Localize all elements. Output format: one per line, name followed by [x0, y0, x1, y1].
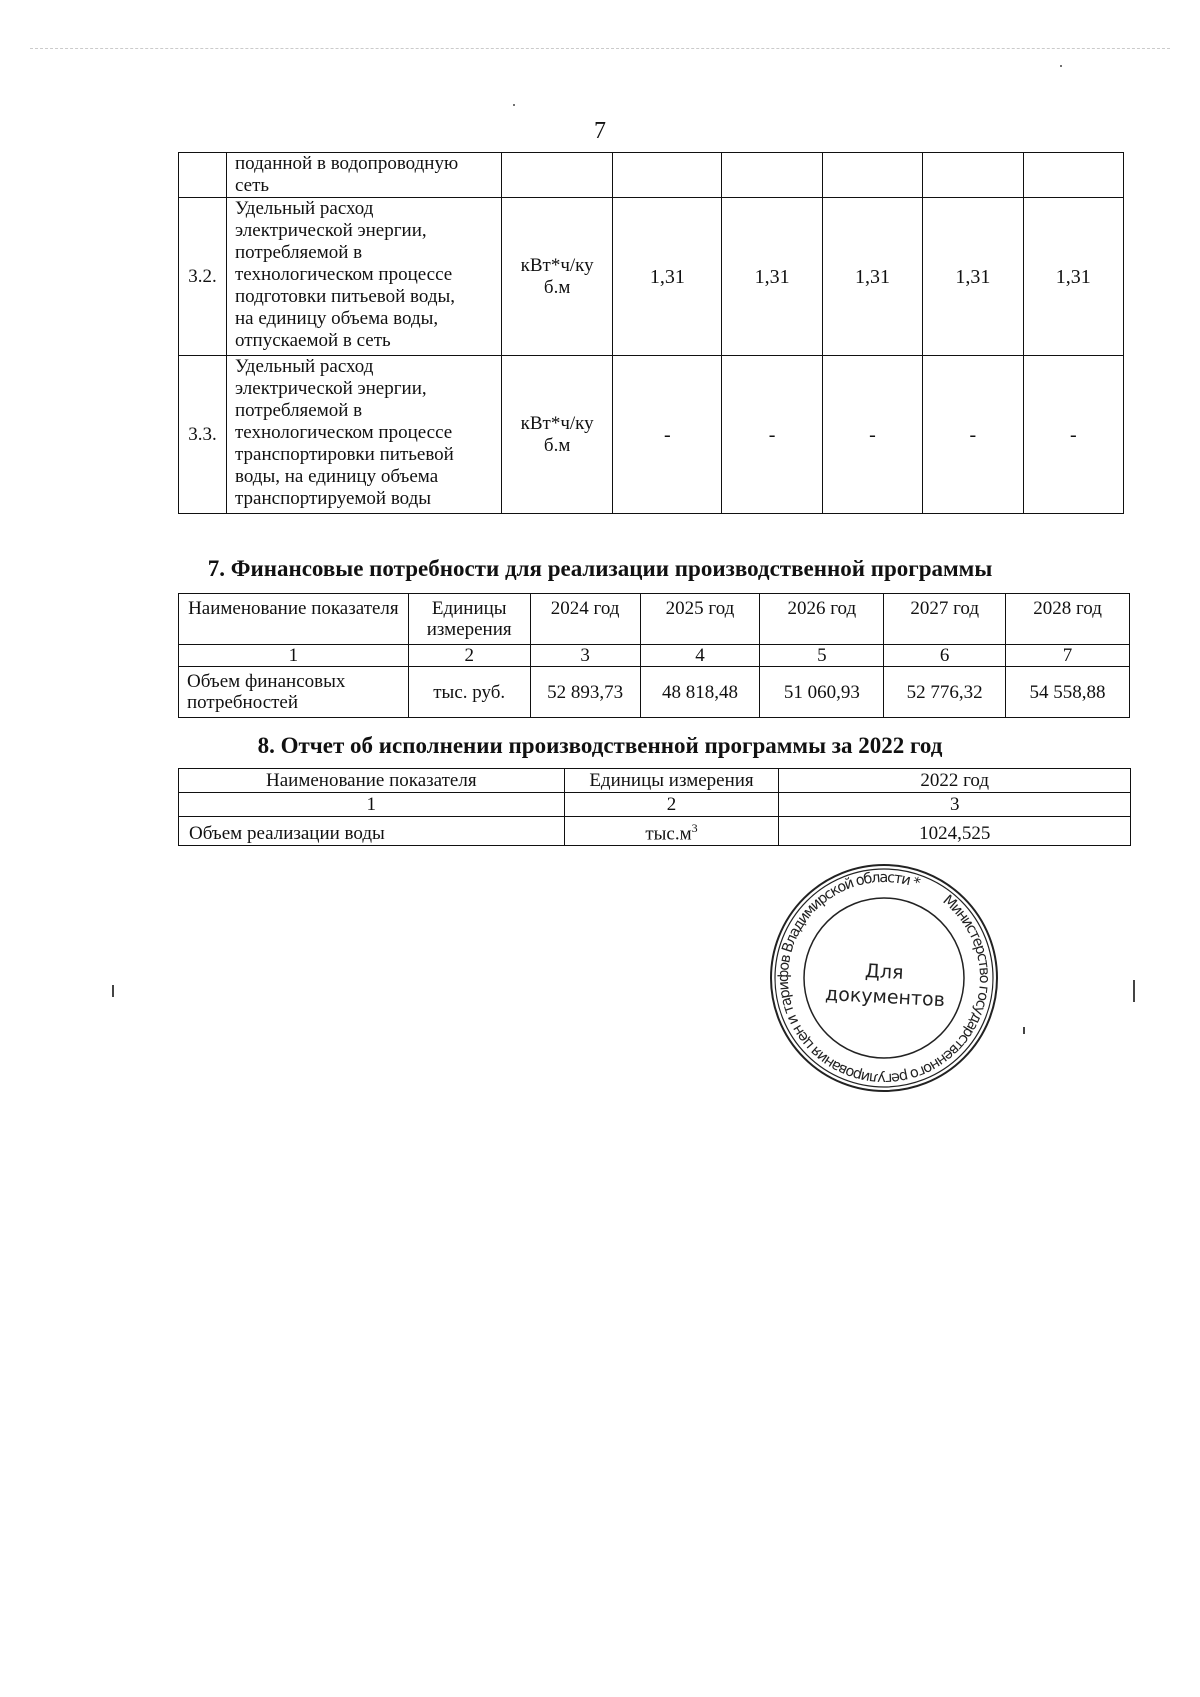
- page-number: 7: [594, 118, 606, 144]
- header-cell: 2028 год: [1006, 594, 1130, 645]
- value-cell: 1024,525: [779, 817, 1131, 846]
- unit-cell: [501, 198, 612, 356]
- description-line: Удельный расход: [235, 356, 374, 377]
- program-report-table: [178, 768, 1131, 846]
- value-cell: 54 558,88: [1006, 667, 1130, 718]
- column-number: 3: [779, 793, 1131, 817]
- header-cell: Единицы измерения: [408, 594, 530, 645]
- value-cell: -: [822, 356, 922, 514]
- description-line: технологическом процессе: [235, 422, 453, 443]
- description-line: потребляемой в: [235, 400, 363, 421]
- header-cell: Единицы измерения: [564, 769, 779, 793]
- value-cell: [722, 153, 822, 198]
- table-row: [179, 198, 1124, 356]
- column-number-row: [179, 793, 1131, 817]
- value-cell: 52 776,32: [884, 667, 1006, 718]
- column-number: 4: [640, 645, 760, 667]
- table-header-row: [179, 594, 1130, 645]
- stamp-center-line-1: Для: [864, 960, 905, 984]
- description-line: технологическом процессе: [235, 264, 453, 285]
- row-number: [179, 153, 227, 198]
- description-line: на единицу объема воды,: [235, 308, 439, 329]
- description-line: поданной в водопроводную: [235, 153, 459, 174]
- unit-cell: тыс. руб.: [408, 667, 530, 718]
- description-line: транспортировки питьевой: [235, 444, 454, 465]
- scan-edge-line: [30, 48, 1170, 49]
- table-row: [179, 356, 1124, 514]
- unit-cell: [501, 153, 612, 198]
- indicator-name: Объем реализации воды: [179, 817, 565, 846]
- table-row: [179, 817, 1131, 846]
- unit-line: кВт*ч/ку: [520, 254, 594, 276]
- stamp-star: *: [910, 874, 923, 893]
- unit-cell: [501, 356, 612, 514]
- value-cell: 1,31: [822, 198, 922, 356]
- header-cell: 2022 год: [779, 769, 1131, 793]
- column-number-row: [179, 645, 1130, 667]
- section-8-title: 8. Отчет об исполнении производственной программы за 2022 год: [257, 733, 943, 758]
- official-stamp: [768, 862, 1000, 1094]
- table-header-row: [179, 769, 1131, 793]
- unit-superscript: 3: [691, 821, 698, 835]
- column-number: 3: [530, 645, 640, 667]
- scan-speck: [112, 985, 114, 997]
- description-line: электрической энергии,: [235, 220, 427, 241]
- value-cell: -: [923, 356, 1023, 514]
- unit-cell: [564, 817, 779, 846]
- value-cell: 1,31: [1023, 198, 1123, 356]
- column-number: 2: [564, 793, 779, 817]
- header-cell: 2024 год: [530, 594, 640, 645]
- header-cell: Наименование показателя: [179, 769, 565, 793]
- description-line: электрической энергии,: [235, 378, 427, 399]
- description-line: сеть: [235, 175, 270, 196]
- description-line: транспортируемой воды: [235, 488, 432, 509]
- row-number: 3.2.: [179, 198, 227, 356]
- value-cell: -: [613, 356, 722, 514]
- value-cell: 1,31: [722, 198, 822, 356]
- unit-line: б.м: [543, 434, 571, 456]
- description-line: отпускаемой в сеть: [235, 330, 391, 351]
- header-cell: 2026 год: [760, 594, 884, 645]
- value-cell: 1,31: [613, 198, 722, 356]
- header-cell: Наименование показателя: [179, 594, 409, 645]
- section-7-title: 7. Финансовые потребности для реализации производственной программы: [207, 556, 993, 581]
- column-number: 1: [179, 645, 409, 667]
- column-number: 6: [884, 645, 1006, 667]
- value-cell: [613, 153, 722, 198]
- value-cell: 52 893,73: [530, 667, 640, 718]
- value-cell: [923, 153, 1023, 198]
- scan-speck: [1133, 980, 1135, 1002]
- scan-speck: [1060, 65, 1062, 67]
- scan-speck: [513, 104, 515, 106]
- indicator-name: Объем финансовых потребностей: [179, 667, 409, 718]
- indicator-description: [227, 198, 502, 356]
- value-cell: 1,31: [923, 198, 1023, 356]
- table-row: [179, 153, 1124, 198]
- stamp-ring-label: Министерство государственного регулирования цен и тарифов Владимирской области: [775, 869, 993, 1087]
- value-cell: -: [1023, 356, 1123, 514]
- column-number: 1: [179, 793, 565, 817]
- value-cell: [822, 153, 922, 198]
- value-cell: [1023, 153, 1123, 198]
- description-line: Удельный расход: [235, 198, 374, 219]
- unit-line: б.м: [543, 276, 571, 298]
- header-cell: 2025 год: [640, 594, 760, 645]
- stamp-center-line-2: документов: [824, 982, 946, 1012]
- value-cell: 51 060,93: [760, 667, 884, 718]
- financial-needs-table: [178, 593, 1130, 718]
- description-line: воды, на единицу объема: [235, 466, 439, 487]
- indicator-description: [227, 356, 502, 514]
- header-cell: 2027 год: [884, 594, 1006, 645]
- indicator-description: [227, 153, 502, 198]
- column-number: 5: [760, 645, 884, 667]
- column-number: 2: [408, 645, 530, 667]
- value-cell: 48 818,48: [640, 667, 760, 718]
- table-row: [179, 667, 1130, 718]
- description-line: подготовки питьевой воды,: [235, 286, 456, 307]
- value-cell: -: [722, 356, 822, 514]
- description-line: потребляемой в: [235, 242, 363, 263]
- unit-text: тыс.м: [645, 823, 692, 845]
- column-number: 7: [1006, 645, 1130, 667]
- indicators-table-continued: [178, 152, 1124, 514]
- unit-line: кВт*ч/ку: [520, 412, 594, 434]
- scan-speck: [1023, 1027, 1025, 1034]
- row-number: 3.3.: [179, 356, 227, 514]
